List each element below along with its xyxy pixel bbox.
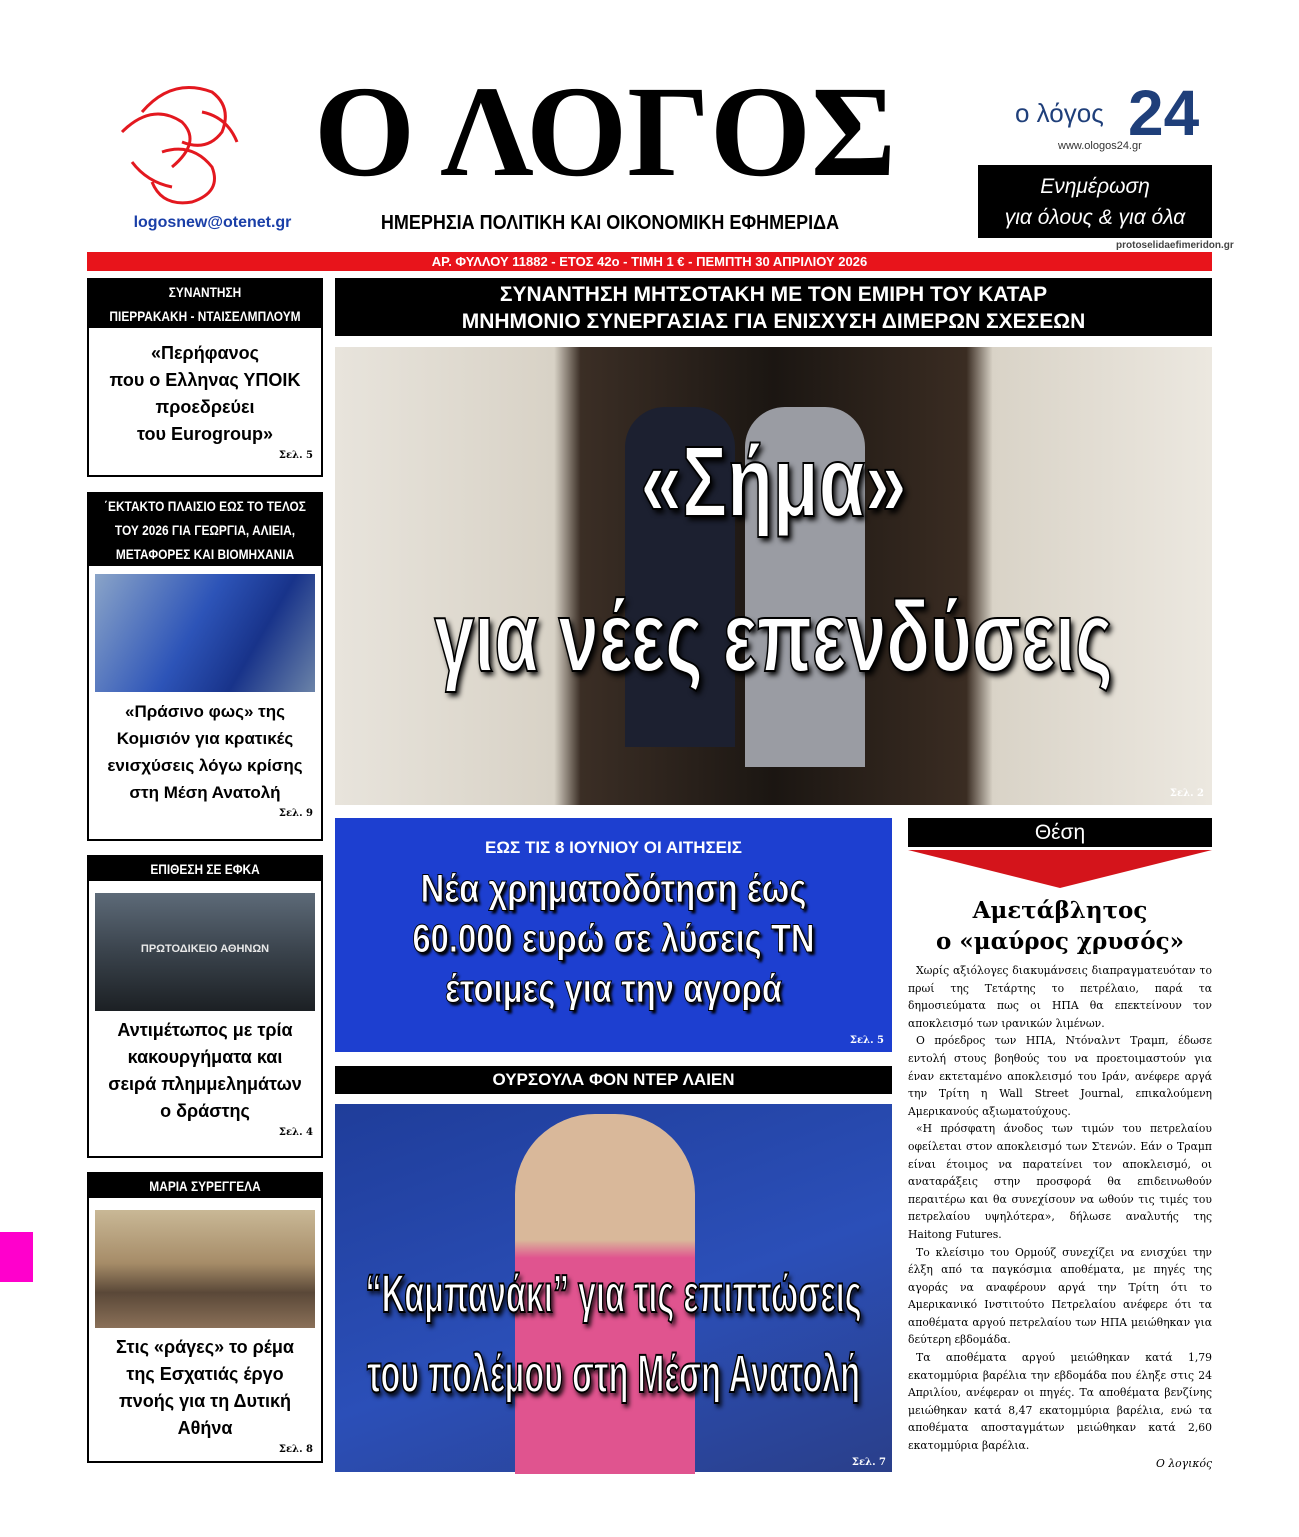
lead-headline: «Σήμα»	[640, 426, 907, 538]
story-headline: Στις «ράγες» το ρέμα της Εσχατιάς έργο πνοής για τη Δυτική Αθήνα	[116, 1337, 294, 1438]
masthead-title: Ο ΛΟΓΟΣ	[313, 60, 897, 204]
story-kicker: ΣΥΝΑΝΤΗΣΗ	[106, 280, 303, 304]
page-ref: Σελ. 4	[278, 1127, 313, 1138]
story-headline: «Πράσινο φως» της Κομισιόν για κρατικές ενισχύσεις λόγω κρίσης στη Μέση Ανατολή	[107, 702, 303, 802]
opinion-author: Ο λογικός	[1156, 1456, 1212, 1470]
tagline-line: Ενημέρωση	[1040, 175, 1150, 198]
story-headline: Νέα χρηματοδότηση έως 60.000 ευρώ σε λύσεις ΤΝ έτοιμες για την αγορά	[412, 867, 815, 1011]
story-kicker: ΜΑΡΙΑ ΣΥΡΕΓΓΕΛΑ	[106, 1174, 303, 1198]
lead-kicker: ΣΥΝΑΝΤΗΣΗ ΜΗΤΣΟΤΑΚΗ ΜΕ ΤΟΝ ΕΜΙΡΗ ΤΟΥ ΚΑΤΑΡ ΜΝΗΜΟΝΙΟ ΣΥΝΕΡΓΑΣΙΑΣ ΓΙΑ ΕΝΙΣΧΥΣΗ ΔΙΜΕΡΩΝ ΣΧΕΣΕΩΝ	[335, 278, 1212, 336]
website-logo-number: 24	[1128, 77, 1200, 149]
sidebar-story[interactable]	[87, 492, 323, 841]
vdl-headline: “Καμπανάκι” για τις επιπτώσεις του πολέμου στη Μέση Ανατολή	[365, 1264, 862, 1404]
vdl-kicker: ΟΥΡΣΟΥΛΑ ΦΟΝ ΝΤΕΡ ΛΑΙΕΝ	[335, 1066, 892, 1094]
contact-email[interactable]: logosnew@otenet.gr	[133, 214, 292, 231]
print-color-mark	[0, 1232, 33, 1282]
story-headline: «Περήφανος που ο Ελληνας ΥΠΟΙΚ προεδρεύει του Eurogroup»	[109, 343, 301, 444]
masthead-subtitle: ΗΜΕΡΗΣΙΑ ΠΟΛΙΤΙΚΗ ΚΑΙ ΟΙΚΟΝΟΜΙΚΗ ΕΦΗΜΕΡΙΔΑ	[380, 212, 840, 234]
tagline-line: για όλους & για όλα	[1004, 206, 1186, 229]
page-ref: Σελ. 2	[1169, 788, 1204, 799]
opinion-section-label: Θέση	[908, 818, 1212, 847]
page-ref: Σελ. 5	[278, 450, 313, 461]
lead-headline: για νέες επενδύσεις	[434, 581, 1113, 693]
website-logo-text: ο λόγος	[1015, 98, 1104, 128]
page-ref: Σελ. 8	[278, 1444, 313, 1455]
story-kicker: ΄ΕΚΤΑΚΤΟ ΠΛΑΙΣΙΟ ΕΩΣ ΤΟ ΤΕΛΟΣ	[106, 494, 303, 518]
page-ref: Σελ. 5	[849, 1035, 884, 1046]
story-kicker: ΤΟΥ 2026 ΓΙΑ ΓΕΩΡΓΙΑ, ΑΛΙΕΙΑ,	[106, 518, 303, 542]
website-url[interactable]: www.ologos24.gr	[1058, 140, 1142, 152]
story-headline: Αντιμέτωπος με τρία κακουργήματα και σειρά πλημμελημάτων ο δράστης	[108, 1020, 302, 1121]
sidebar-story[interactable]	[87, 1172, 323, 1463]
funding-story-box[interactable]	[335, 818, 892, 1052]
story-kicker: ΜΕΤΑΦΟΡΕΣ ΚΑΙ ΒΙΟΜΗΧΑΝΙΑ	[106, 542, 303, 566]
source-watermark: protoselidaefimeridon.gr	[1116, 240, 1234, 251]
story-kicker: ΕΩΣ ΤΙΣ 8 ΙΟΥΝΙΟΥ ΟΙ ΑΙΤΗΣΕΙΣ	[485, 838, 742, 857]
story-kicker: ΕΠΙΘΕΣΗ ΣΕ ΕΦΚΑ	[106, 857, 303, 881]
meeting-photo	[95, 1210, 315, 1328]
issue-info-bar: ΑΡ. ΦΥΛΛΟΥ 11882 - ΕΤΟΣ 42ο - ΤΙΜΗ 1 € - ΠΕΜΠΤΗ 30 ΑΠΡΙΛΙΟΥ 2026	[87, 252, 1212, 271]
page-ref: Σελ. 9	[278, 808, 313, 819]
newspaper-emblem-logo	[112, 72, 250, 210]
page-ref: Σελ. 7	[851, 1457, 886, 1468]
sidebar-story[interactable]	[87, 855, 323, 1158]
sidebar-story[interactable]	[87, 278, 323, 477]
courthouse-sign: ΠΡΩΤΟΔΙΚΕΙΟ ΑΘΗΝΩΝ	[140, 943, 270, 955]
lead-photo[interactable]	[335, 347, 1212, 805]
courthouse-photo	[95, 893, 315, 1011]
story-kicker: ΠΙΕΡΡΑΚΑΚΗ - ΝΤΑΙΣΕΛΜΠΛΟΥΜ	[106, 304, 303, 328]
von-der-leyen-photo[interactable]	[335, 1104, 892, 1472]
red-triangle-decoration	[908, 850, 1212, 888]
eu-flags-photo	[95, 574, 315, 692]
website-logo[interactable]	[1010, 77, 1200, 158]
opinion-title: Αμετάβλητος ο «μαύρος χρυσός»	[936, 897, 1184, 955]
opinion-article: Χωρίς αξιόλογες διακυμάνσεις διαπραγματευόταν το πρωί της Τετάρτης το πετρέλαιο, παρά τα δημοσιεύματα πως οι ΗΠΑ θα επεκτείνουν τον αποκλεισμό των ιρανικών λιμένων. Ο πρόεδρος των ΗΠΑ, Ντόναλντ Τραμπ, έδωσε εντολή στους βοηθούς του να προετοιμαστούν για έναν εκτεταμένο αποκλεισμό του Ιράν, ανέφερε αργά την Τρίτη η Wall Street Journal, επικαλούμενη Αμερικανούς αξιωματούχους. «Η πρόσφατη άνοδος των τιμών του πετρελαίου οφείλεται στον αποκλεισμό των Στενών. Εάν ο Τραμπ είναι έτοιμος να παρατείνει τον αποκλεισμό, οι αναταράξεις στην προσφορά θα επιδεινωθούν περαιτέρω και θα συνεχίσουν να ωθούν τις τιμές του πετρελαίου υψηλότερα», δήλωσε αναλυτής της Haitong Futures. Το κλείσιμο του Ορμούζ συνεχίζει να ενισχύει την έλξη από τα παγκόσμια αποθέματα, με πηγές της αγοράς να αναφέρουν αργά την Τρίτη ότι το Αμερικανικό Ινστιτούτο Πετρελαίου ανέφερε ότι τα αποθέματα αργού πετρελαίου των ΗΠΑ μειώθηκαν για δεύτερη εβδομάδα. Τα αποθέματα αργού μειώθηκαν κατά 1,79 εκατομμύρια βαρέλια την εβδομάδα που έληξε στις 24 Απριλίου, ανέφεραν οι πηγές. Τα αποθέματα βενζίνης μειώθηκαν κατά 8,47 εκατομμύρια βαρέλια, ενώ τα αποθέματα αποσταγμάτων μειώθηκαν κατά 2,60 εκατομμύρια βαρέλια. Ο λογικός	[908, 962, 1212, 1472]
tagline-box	[978, 165, 1212, 238]
